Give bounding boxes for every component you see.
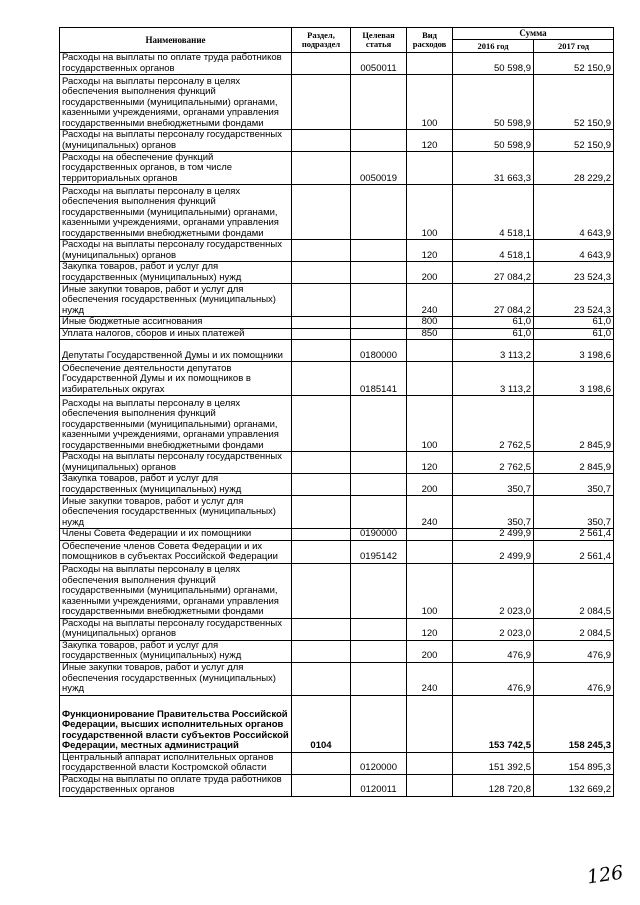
cell-target (351, 474, 407, 496)
cell-target (351, 130, 407, 152)
cell-sum-2016: 2 762,5 (453, 396, 534, 452)
cell-name: Расходы на выплаты персоналу в целях обеспечения выполнения функций государственными (муниципальными) органами, казенными учреждениями, органами управления государственными внебюджетными фондами (60, 75, 292, 130)
cell-sum-2016: 4 518,1 (453, 240, 534, 262)
cell-sum-2017: 61,0 (534, 328, 614, 340)
cell-name: Депутаты Государственной Думы и их помощники (60, 340, 292, 362)
cell-sum-2016: 350,7 (453, 496, 534, 529)
cell-name: Центральный аппарат исполнительных органов государственной власти Костромской области (60, 752, 292, 774)
cell-target: 0190000 (351, 529, 407, 541)
cell-target (351, 240, 407, 262)
cell-type (407, 340, 453, 362)
cell-sum-2016: 31 663,3 (453, 152, 534, 185)
table-row (60, 340, 614, 362)
cell-section (292, 529, 351, 541)
cell-name: Расходы на выплаты персоналу в целях обеспечения выполнения функций государственными (муниципальными) органами, казенными учреждениями, органами управления государственными внебюджетными фондами (60, 396, 292, 452)
table-row (60, 774, 614, 796)
table-row (60, 75, 614, 130)
table-row (60, 618, 614, 640)
cell-section (292, 662, 351, 695)
cell-section (292, 185, 351, 240)
cell-target: 0120011 (351, 774, 407, 796)
table-row (60, 284, 614, 317)
table-row (60, 317, 614, 329)
table-row (60, 240, 614, 262)
cell-sum-2017: 23 524,3 (534, 262, 614, 284)
cell-sum-2017: 3 198,6 (534, 362, 614, 396)
cell-sum-2016: 476,9 (453, 662, 534, 695)
header-name: Наименование (60, 28, 292, 53)
cell-sum-2017: 2 845,9 (534, 396, 614, 452)
cell-sum-2017: 2 561,4 (534, 540, 614, 563)
cell-type: 120 (407, 452, 453, 474)
cell-type: 120 (407, 240, 453, 262)
header-year-2017: 2017 год (534, 40, 614, 53)
cell-type (407, 774, 453, 796)
cell-section: 0104 (292, 695, 351, 752)
cell-name: Расходы на обеспечение функций государственных органов, в том числе территориальных органов (60, 152, 292, 185)
cell-name: Расходы на выплаты персоналу государственных (муниципальных) органов (60, 240, 292, 262)
cell-section (292, 452, 351, 474)
cell-type: 100 (407, 75, 453, 130)
cell-section (292, 53, 351, 75)
cell-sum-2017: 158 245,3 (534, 695, 614, 752)
cell-type: 100 (407, 185, 453, 240)
cell-type (407, 152, 453, 185)
cell-sum-2017: 2 084,5 (534, 618, 614, 640)
cell-section (292, 396, 351, 452)
table-row (60, 540, 614, 563)
cell-name: Закупка товаров, работ и услуг для государственных (муниципальных) нужд (60, 640, 292, 662)
cell-sum-2017: 476,9 (534, 662, 614, 695)
cell-type (407, 362, 453, 396)
cell-sum-2016: 2 762,5 (453, 452, 534, 474)
cell-sum-2016: 128 720,8 (453, 774, 534, 796)
cell-sum-2017: 476,9 (534, 640, 614, 662)
cell-sum-2017: 132 669,2 (534, 774, 614, 796)
cell-section (292, 496, 351, 529)
cell-name: Расходы на выплаты персоналу государственных (муниципальных) органов (60, 452, 292, 474)
cell-target (351, 452, 407, 474)
cell-sum-2017: 2 084,5 (534, 563, 614, 618)
cell-target (351, 640, 407, 662)
cell-target (351, 185, 407, 240)
cell-name: Иные закупки товаров, работ и услуг для обеспечения государственных (муниципальных) нужд (60, 496, 292, 529)
cell-sum-2017: 350,7 (534, 474, 614, 496)
table-row (60, 640, 614, 662)
cell-sum-2016: 27 084,2 (453, 284, 534, 317)
cell-sum-2017: 350,7 (534, 496, 614, 529)
table-row (60, 328, 614, 340)
cell-target: 0050011 (351, 53, 407, 75)
cell-section (292, 752, 351, 774)
cell-section (292, 774, 351, 796)
cell-sum-2016: 27 084,2 (453, 262, 534, 284)
cell-section (292, 563, 351, 618)
header-section: Раздел, подраздел (292, 28, 351, 53)
cell-name: Обеспечение членов Совета Федерации и их помощников в субъектах Российской Федерации (60, 540, 292, 563)
cell-section (292, 640, 351, 662)
cell-target (351, 262, 407, 284)
cell-type: 240 (407, 496, 453, 529)
table-row (60, 152, 614, 185)
cell-name: Иные бюджетные ассигнования (60, 317, 292, 329)
cell-section (292, 540, 351, 563)
header-target: Целевая статья (351, 28, 407, 53)
cell-sum-2016: 50 598,9 (453, 75, 534, 130)
cell-section (292, 328, 351, 340)
cell-target: 0180000 (351, 340, 407, 362)
cell-name: Расходы на выплаты по оплате труда работников государственных органов (60, 774, 292, 796)
cell-sum-2016: 350,7 (453, 474, 534, 496)
cell-target (351, 328, 407, 340)
cell-section (292, 362, 351, 396)
cell-target (351, 284, 407, 317)
table-body (60, 53, 614, 797)
cell-sum-2017: 52 150,9 (534, 75, 614, 130)
cell-type: 200 (407, 474, 453, 496)
cell-target: 0185141 (351, 362, 407, 396)
cell-sum-2017: 52 150,9 (534, 53, 614, 75)
table-header (60, 28, 614, 53)
cell-type: 240 (407, 284, 453, 317)
cell-type (407, 752, 453, 774)
cell-sum-2017: 23 524,3 (534, 284, 614, 317)
header-year-2016: 2016 год (453, 40, 534, 53)
table-row (60, 185, 614, 240)
cell-sum-2017: 2 561,4 (534, 529, 614, 541)
cell-type: 100 (407, 563, 453, 618)
cell-type: 240 (407, 662, 453, 695)
cell-sum-2016: 50 598,9 (453, 130, 534, 152)
cell-name: Закупка товаров, работ и услуг для государственных (муниципальных) нужд (60, 474, 292, 496)
cell-name: Расходы на выплаты персоналу государственных (муниципальных) органов (60, 130, 292, 152)
cell-sum-2016: 50 598,9 (453, 53, 534, 75)
cell-name: Закупка товаров, работ и услуг для государственных (муниципальных) нужд (60, 262, 292, 284)
cell-sum-2016: 61,0 (453, 328, 534, 340)
cell-section (292, 152, 351, 185)
cell-name: Расходы на выплаты персоналу государственных (муниципальных) органов (60, 618, 292, 640)
cell-section (292, 317, 351, 329)
cell-sum-2016: 4 518,1 (453, 185, 534, 240)
cell-sum-2016: 153 742,5 (453, 695, 534, 752)
cell-target (351, 563, 407, 618)
cell-type: 100 (407, 396, 453, 452)
cell-section (292, 284, 351, 317)
page-number: 126 (585, 861, 625, 889)
budget-table (59, 27, 614, 797)
cell-section (292, 75, 351, 130)
cell-section (292, 474, 351, 496)
cell-type (407, 695, 453, 752)
cell-section (292, 240, 351, 262)
cell-sum-2016: 2 499,9 (453, 540, 534, 563)
cell-name: Расходы на выплаты персоналу в целях обеспечения выполнения функций государственными (муниципальными) органами, казенными учреждениями, органами управления государственными внебюджетными фондами (60, 185, 292, 240)
cell-target (351, 496, 407, 529)
table-row (60, 662, 614, 695)
table-row (60, 474, 614, 496)
cell-name: Расходы на выплаты персоналу в целях обеспечения выполнения функций государственными (муниципальными) органами, казенными учреждениями, органами управления государственными внебюджетными фондами (60, 563, 292, 618)
cell-section (292, 340, 351, 362)
cell-type (407, 529, 453, 541)
cell-sum-2017: 52 150,9 (534, 130, 614, 152)
cell-target (351, 695, 407, 752)
cell-sum-2016: 3 113,2 (453, 340, 534, 362)
cell-target (351, 662, 407, 695)
cell-type (407, 540, 453, 563)
cell-type: 120 (407, 618, 453, 640)
cell-sum-2016: 476,9 (453, 640, 534, 662)
cell-name: Иные закупки товаров, работ и услуг для обеспечения государственных (муниципальных) нужд (60, 284, 292, 317)
cell-sum-2016: 61,0 (453, 317, 534, 329)
cell-name: Обеспечение деятельности депутатов Государственной Думы и их помощников в избирательных округах (60, 362, 292, 396)
cell-type: 120 (407, 130, 453, 152)
cell-type: 200 (407, 262, 453, 284)
cell-target (351, 75, 407, 130)
header-type: Вид расходов (407, 28, 453, 53)
cell-target: 0050019 (351, 152, 407, 185)
cell-name: Иные закупки товаров, работ и услуг для обеспечения государственных (муниципальных) нужд (60, 662, 292, 695)
cell-sum-2016: 2 499,9 (453, 529, 534, 541)
table-row (60, 752, 614, 774)
cell-sum-2017: 4 643,9 (534, 185, 614, 240)
cell-type: 800 (407, 317, 453, 329)
cell-name: Расходы на выплаты по оплате труда работников государственных органов (60, 53, 292, 75)
cell-section (292, 262, 351, 284)
table-row (60, 262, 614, 284)
header-sum: Сумма (453, 28, 614, 40)
cell-target (351, 618, 407, 640)
cell-sum-2016: 2 023,0 (453, 563, 534, 618)
cell-name: Уплата налогов, сборов и иных платежей (60, 328, 292, 340)
cell-name: Функционирование Правительства Российской Федерации, высших исполнительных органов государственной власти субъектов Российской Федерации, местных администраций (60, 695, 292, 752)
cell-section (292, 130, 351, 152)
cell-section (292, 618, 351, 640)
cell-sum-2016: 2 023,0 (453, 618, 534, 640)
table-row (60, 130, 614, 152)
table-row (60, 396, 614, 452)
cell-sum-2016: 151 392,5 (453, 752, 534, 774)
cell-sum-2017: 61,0 (534, 317, 614, 329)
table-row (60, 563, 614, 618)
cell-name: Члены Совета Федерации и их помощники (60, 529, 292, 541)
cell-type: 850 (407, 328, 453, 340)
cell-target (351, 317, 407, 329)
cell-sum-2017: 154 895,3 (534, 752, 614, 774)
cell-sum-2017: 2 845,9 (534, 452, 614, 474)
cell-target (351, 396, 407, 452)
table-row (60, 695, 614, 752)
cell-type (407, 53, 453, 75)
cell-target: 0195142 (351, 540, 407, 563)
cell-sum-2017: 28 229,2 (534, 152, 614, 185)
table-row (60, 53, 614, 75)
table-row (60, 452, 614, 474)
cell-target: 0120000 (351, 752, 407, 774)
table-row (60, 529, 614, 541)
cell-sum-2016: 3 113,2 (453, 362, 534, 396)
cell-sum-2017: 4 643,9 (534, 240, 614, 262)
cell-type: 200 (407, 640, 453, 662)
table-row (60, 496, 614, 529)
table-row (60, 362, 614, 396)
cell-sum-2017: 3 198,6 (534, 340, 614, 362)
